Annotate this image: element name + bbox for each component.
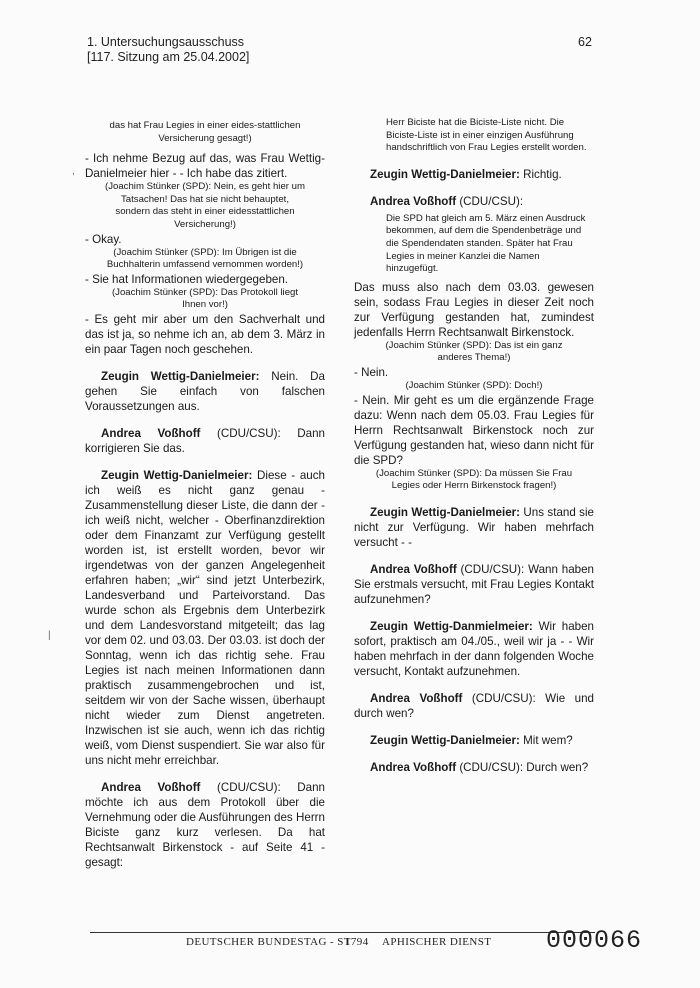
speaker-name: Andrea Voßhoff bbox=[370, 691, 463, 705]
speech bbox=[85, 369, 325, 414]
paragraph: - Sie hat Informationen wiedergegeben. bbox=[85, 272, 289, 286]
interjection: (Joachim Stünker (SPD): Das Protokoll liegt Ihnen vor!) bbox=[111, 286, 299, 311]
interjection: (Joachim Stünker (SPD): Das ist ein ganz anderes Thema!) bbox=[385, 339, 563, 364]
speech bbox=[354, 562, 594, 607]
speech bbox=[354, 691, 594, 721]
speech-text: Uns stand sie nicht zur Verfügung. Wir haben mehrfach versucht - - bbox=[354, 505, 594, 549]
speech bbox=[354, 760, 594, 775]
header-session: [117. Sitzung am 25.04.2002] bbox=[87, 50, 250, 64]
speech bbox=[85, 426, 325, 456]
interjection: (Joachim Stünker (SPD): Nein, es geht hier um Tatsachen! Das hat sie nicht behauptet, sondern das steht in einer eidesstattlichen Versicherung!) bbox=[105, 181, 305, 230]
speech-text: (CDU/CSU): Dann korrigieren Sie das. bbox=[85, 426, 325, 455]
scan-mark: , bbox=[72, 166, 75, 177]
speech-text: (CDU/CSU): Wann haben Sie erstmals versucht, mit Frau Legies Kontakt aufzunehmen? bbox=[354, 562, 594, 606]
speaker-name: Andrea Voßhoff bbox=[101, 426, 201, 440]
header-committee: 1. Untersuchungsausschuss bbox=[87, 35, 245, 49]
left-column bbox=[85, 120, 325, 870]
speech bbox=[354, 733, 594, 748]
speaker-name: Zeugin Wettig-Danmielmeier: bbox=[370, 619, 533, 633]
paragraph: - Es geht mir aber um den Sachverhalt und das ist ja, so nehme ich an, ab dem 3. März in ein paar Tagen noch geschehen. bbox=[85, 312, 325, 356]
speaker-name: Andrea Voßhoff bbox=[370, 194, 457, 208]
speech-text: (CDU/CSU): bbox=[456, 194, 524, 208]
speech-text: (CDU/CSU): Dann möchte ich aus dem Protokoll über die Vernehmung oder die Ausführungen des Herrn Biciste ganz kurz verlesen. Da hat Rechtsanwalt Birkenstock - auf Seite 41 - gesagt: bbox=[85, 780, 325, 869]
paragraph: - Ich nehme Bezug auf das, was Frau Wettig-Danielmeier hier - - Ich habe das zitiert. bbox=[85, 152, 325, 181]
speaker-name: Andrea Voßhoff bbox=[101, 780, 201, 794]
speaker-name: Andrea Voßhoff bbox=[370, 562, 457, 576]
speech-text: Wir haben sofort, praktisch am 04./05., weil wir ja - - Wir haben mehrfach in der dann folgenden Woche versucht, Kontakt aufzunehmen. bbox=[354, 619, 595, 678]
paragraph: Das muss also nach dem 03.03. gewesen sein, sodass Frau Legies in dieser Zeit noch zur Verfügung gestanden hat, zumindest jedenfalls Herrn Rechtsanwalt Birkenstock. bbox=[354, 280, 594, 339]
footer-left: DEUTSCHER BUNDESTAG - ST bbox=[186, 936, 351, 948]
page-number: 62 bbox=[578, 35, 592, 49]
speech bbox=[85, 468, 325, 768]
speech-text: Mit wem? bbox=[519, 733, 573, 747]
speaker-name: Andrea Voßhoff bbox=[370, 760, 457, 774]
footer-right: APHISCHER DIENST bbox=[382, 936, 492, 948]
speech-text: (CDU/CSU): Durch wen? bbox=[456, 760, 589, 774]
speaker-name: Zeugin Wettig-Danielmeier: bbox=[101, 369, 260, 383]
speech bbox=[354, 167, 594, 182]
page-stamp: 000066 bbox=[546, 926, 643, 955]
scan-mark: | bbox=[48, 630, 51, 641]
speech bbox=[354, 619, 594, 679]
paragraph: - Nein. Mir geht es um die ergänzende Frage dazu: Wenn nach dem 05.03. Frau Legies für Herrn Rechtsanwalt Birkenstock noch zur Verfügung gestanden hat, wieso dann nicht für die SPD? bbox=[354, 393, 594, 467]
speaker-name: Zeugin Wettig-Danielmeier: bbox=[370, 505, 521, 519]
quote-continuation: das hat Frau Legies in einer eides-stattlichen Versicherung gesagt!) bbox=[109, 120, 301, 144]
speech bbox=[85, 780, 325, 870]
quote: Herr Biciste hat die Biciste-Liste nicht. Die Biciste-Liste ist in einer einzigen Ausführung handschriftlich von Frau Legies erstellt worden. bbox=[386, 117, 587, 154]
right-column bbox=[354, 117, 594, 775]
footer-number: 1794 bbox=[345, 936, 369, 948]
paragraph: - Okay. bbox=[85, 232, 122, 246]
footer-rule bbox=[90, 932, 595, 933]
quote: Die SPD hat gleich am 5. März einen Ausdruck bekommen, auf dem die Spendenbeträge und die Spendendaten standen. Später hat Frau Legies in meiner Kanzlei die Namen hinzugefügt. bbox=[386, 212, 586, 275]
paragraph: - Nein. bbox=[354, 365, 389, 379]
interjection: (Joachim Stünker (SPD): Da müssen Sie Frau Legies oder Herrn Birkenstock fragen!) bbox=[375, 467, 573, 492]
speech-text: Richtig. bbox=[519, 167, 562, 181]
speech bbox=[354, 194, 594, 209]
interjection: (Joachim Stünker (SPD): Doch!) bbox=[405, 379, 543, 391]
speaker-name: Zeugin Wettig-Danielmeier: bbox=[370, 733, 520, 747]
speech-text: Diese - auch ich weiß es nicht ganz genau - Zusammenstellung dieser Liste, die dann der - ich weiß nicht, welcher - Oberfinanzdirektion oder dem Finanzamt zur Verfügung gestellt worden ist, ist erstellt worden, bevor wir irgendetwas von der ganzen Angelegenheit erfahren haben; „wir“ sind jetzt Unterbezirk, Landesverband und Parteivorstand. Das wurde schon als Ergebnis dem Unterbezirk und dem Landesvorstand mitgeteilt; das lag vor dem 02. und 03.03. Der 03.03. ist doch der Sonntag, wenn ich das richtig sehe. Frau Legies ist nach meinen Informationen dann praktisch zusammengebrochen und ist, seitdem wir von der Sache wissen, überhaupt nicht wieder zum Dienst angetreten. Inzwischen ist sie auch, wenn ich das richtig weiß, vom Dienst suspendiert. Sie war also für uns nicht mehr erreichbar. bbox=[85, 468, 325, 767]
speaker-name: Zeugin Wettig-Danielmeier: bbox=[370, 167, 520, 181]
speaker-name: Zeugin Wettig-Danielmeier: bbox=[101, 468, 253, 482]
interjection: (Joachim Stünker (SPD): Im Übrigen ist die Buchhalterin umfassend vernommen worden!) bbox=[106, 246, 304, 271]
speech-text: Nein. Da gehen Sie einfach von falschen Voraussetzungen aus. bbox=[85, 369, 325, 413]
speech bbox=[354, 505, 594, 550]
speech-text: (CDU/CSU): Wie und durch wen? bbox=[354, 691, 595, 720]
